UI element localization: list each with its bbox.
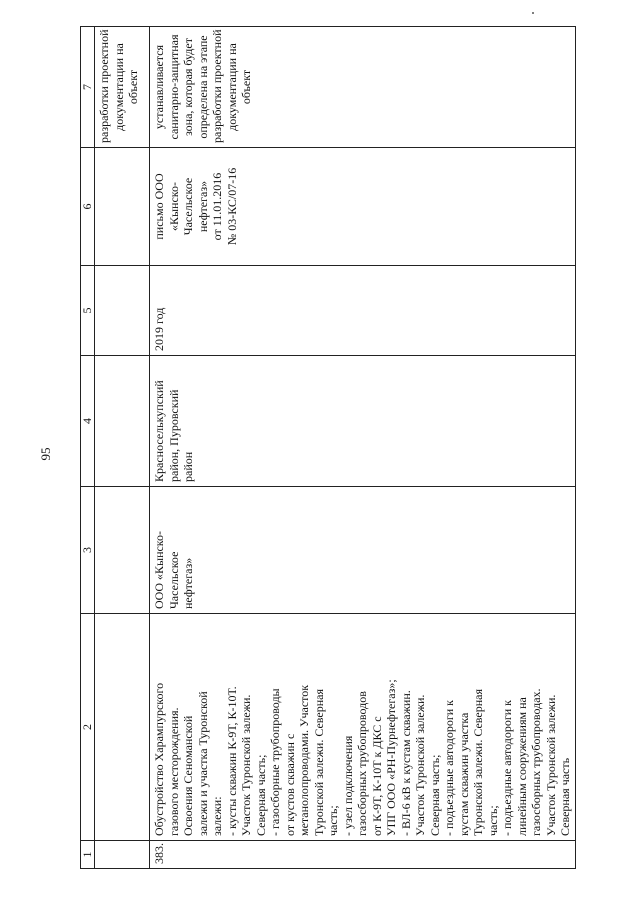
column-number: 1	[81, 841, 95, 869]
object-line: кустам скважин участка	[456, 712, 471, 836]
column-number: 6	[81, 148, 95, 266]
object-line: - ВЛ-6 кВ к кустам скважин.	[398, 690, 413, 836]
year-cell	[150, 266, 576, 356]
column-number-row	[81, 27, 95, 869]
note-line: документации на	[224, 43, 239, 131]
document-line: от 11.01.2016	[210, 172, 224, 241]
object-line: метанолопроводами. Участок	[297, 684, 311, 836]
location-line: Красноселькупский	[152, 380, 166, 482]
location-line: район	[181, 451, 195, 482]
object-line: от кустов скважин с	[282, 733, 297, 836]
objects-table	[80, 26, 576, 869]
organization-line: нефтегаз»	[181, 557, 195, 609]
object-line: газосборных трубопроводов	[355, 691, 369, 836]
scan-speck	[532, 12, 534, 14]
object-line: залежи и участка Туронской	[195, 691, 210, 836]
column-number: 7	[81, 27, 95, 148]
object-line: Обустройство Харампурского	[152, 682, 166, 836]
document-line: письмо ООО	[152, 173, 166, 240]
object-line: Туронской залежи. Северная	[311, 689, 326, 836]
year: 2019 год	[152, 307, 166, 351]
object-line: газосборных трубопроводах.	[529, 688, 543, 836]
document-line: нефтегаз»	[195, 180, 210, 233]
note-line: определена на этапе	[195, 35, 210, 139]
note-line: объект	[239, 69, 253, 105]
organization-line: Часельское	[166, 551, 181, 609]
object-line: Северная часть	[558, 757, 572, 836]
prev-note-cell	[95, 27, 150, 148]
object-line: - кусты скважин К-9Т, К-10Т.	[224, 686, 239, 836]
location-cell	[150, 356, 576, 487]
object-line: УПГ ООО «РН-Пурнефтегаз»;	[384, 679, 398, 836]
object-line: Северная часть;	[427, 754, 442, 836]
object-line: газового месторождения.	[166, 707, 181, 836]
object-line: часть;	[485, 805, 500, 836]
row-number-cell	[150, 841, 576, 869]
column-number: 4	[81, 356, 95, 487]
object-line: - узел подключения	[340, 735, 355, 836]
document-line: Часельское	[181, 177, 195, 236]
table-cell	[95, 614, 150, 841]
table-cell	[95, 841, 150, 869]
organization-line: ООО «Кынско-	[152, 530, 166, 609]
object-line: Участок Туронской залежи.	[413, 694, 427, 836]
object-line: Участок Туронской залежи.	[543, 694, 558, 836]
column-number: 5	[81, 266, 95, 356]
document-line: «Кынско-	[166, 181, 181, 232]
object-line: Туронской залежи. Северная	[471, 689, 485, 836]
continued-row	[95, 27, 150, 869]
object-line: - газосборные трубопроводы	[268, 688, 282, 836]
table-row	[150, 27, 576, 869]
page-number: 95	[38, 447, 53, 461]
object-line: - подъездные автодороги к	[500, 699, 514, 836]
table-cell	[95, 266, 150, 356]
note-line: устанавливается	[152, 44, 166, 130]
prev-note-line: документации на	[111, 43, 126, 131]
document-cell	[150, 148, 576, 266]
rotated-table-page	[80, 27, 620, 869]
table-cell	[95, 148, 150, 266]
object-line: линейным сооружениям на	[514, 697, 529, 836]
object-line: залежи:	[210, 796, 224, 836]
location-line: район, Пуровский	[166, 389, 181, 482]
note-line: санитарно-защитная	[166, 34, 181, 140]
column-number: 2	[81, 614, 95, 841]
object-line: Участок Туронской залежи.	[239, 694, 253, 836]
organization-cell	[150, 487, 576, 614]
object-line: Освоения Сеноманской	[181, 715, 195, 836]
row-number: 383.	[152, 843, 166, 864]
note-line: разработки проектной	[210, 29, 224, 143]
document-line: № 03-КС/07-16	[224, 167, 239, 246]
object-line: - подъездные автодороги к	[442, 699, 456, 836]
column-number: 3	[81, 487, 95, 614]
note-line: зона, которая будет	[181, 38, 195, 136]
note-cell	[150, 27, 576, 148]
prev-note-line: разработки проектной	[97, 29, 111, 143]
object-cell	[150, 614, 576, 841]
table-cell	[95, 487, 150, 614]
prev-note-line: объект	[126, 69, 140, 105]
object-line: Северная часть;	[253, 754, 268, 836]
table-cell	[95, 356, 150, 487]
object-line: от К-9Т, К-10Т к ДКС с	[369, 716, 384, 836]
object-line: часть;	[326, 805, 340, 836]
